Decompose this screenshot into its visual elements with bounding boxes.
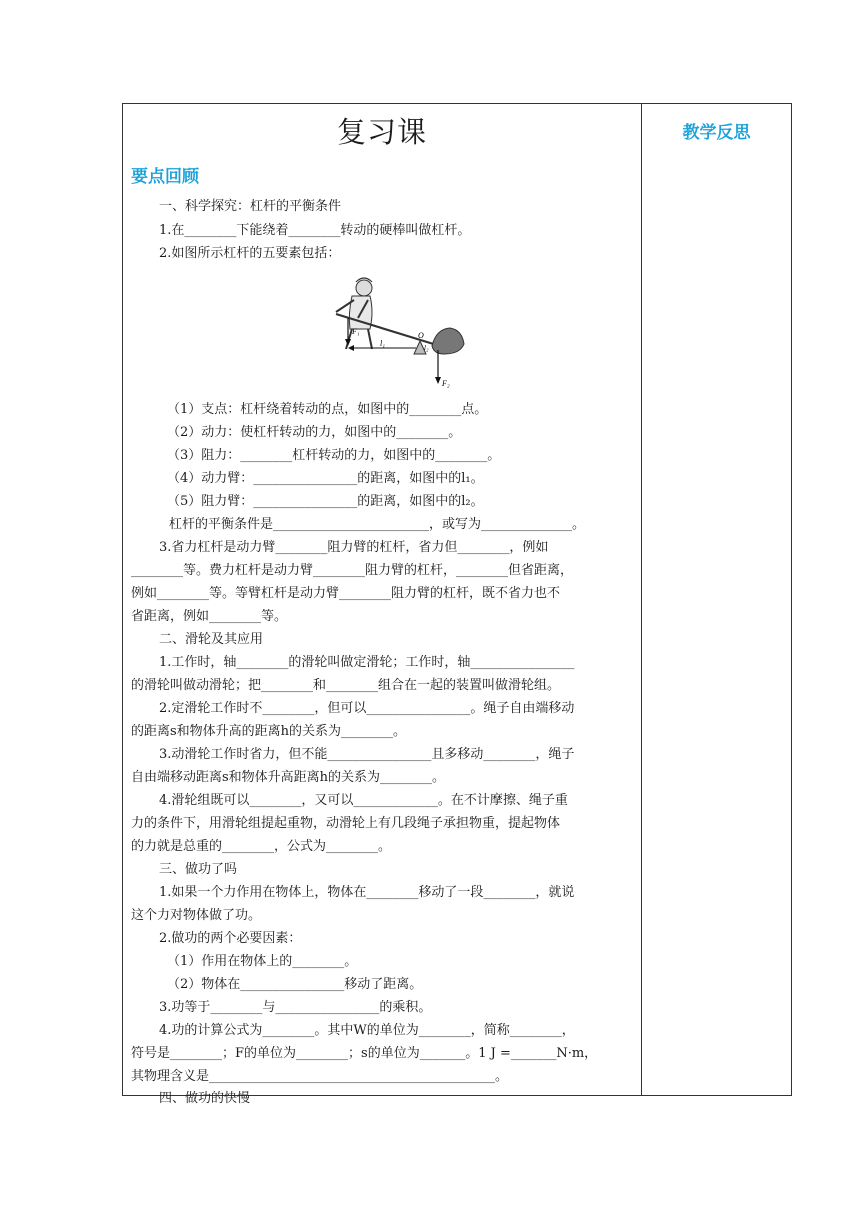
f1-label: F₁ — [352, 327, 360, 336]
f2-label: F₂ — [442, 379, 450, 388]
text-line: 1.在________下能绕着________转动的硬棒叫做杠杆。 — [159, 223, 471, 238]
o-label: O — [418, 331, 424, 340]
text-line: 3.动滑轮工作时省力，但不能________________且多移动________，绳子 — [159, 747, 575, 762]
text-line: 2.如图所示杠杆的五要素包括： — [159, 246, 341, 261]
text-line: ________等。费力杠杆是动力臂________阻力臂的杠杆，________但省距离， — [131, 563, 574, 578]
l1-label: l₁ — [380, 339, 386, 348]
text-line: 的距离s和物体升高的距离h的关系为________。 — [131, 724, 407, 739]
text-line: （2）物体在________________移动了距离。 — [167, 977, 423, 992]
text-line: 一、科学探究：杠杆的平衡条件 — [159, 199, 342, 214]
text-line: 例如________等。等臂杠杆是动力臂________阻力臂的杠杆，既不省力也不 — [131, 586, 561, 601]
text-line: 力的条件下，用滑轮组提起重物，动滑轮上有几段绳子承担物重，提起物体 — [131, 816, 561, 831]
main-column — [123, 104, 641, 1106]
text-line: 2.定滑轮工作时不________，但可以________________。绳子自由端移动 — [159, 701, 575, 716]
text-line: 3.功等于________与________________的乘积。 — [159, 1000, 432, 1015]
text-line: （2）动力：使杠杆转动的力，如图中的________。 — [167, 425, 462, 440]
text-line: （4）动力臂：________________的距离，如图中的l₁。 — [167, 471, 484, 486]
text-line: 的滑轮叫做动滑轮；把________和________组合在一起的装置叫做滑轮组。 — [131, 678, 561, 693]
text-line: （1）支点：杠杆绕着转动的点，如图中的________点。 — [167, 402, 488, 417]
text-line: 2.做功的两个必要因素： — [159, 931, 302, 946]
text-line: 三、做功了吗 — [159, 862, 238, 877]
side-title: 教学反思 — [682, 123, 751, 143]
text-line: 二、滑轮及其应用 — [159, 632, 264, 647]
text-line: （5）阻力臂：________________的距离，如图中的l₂。 — [167, 494, 484, 509]
text-line: 其物理含义是____________________________________________。 — [131, 1069, 509, 1084]
text-line: 1.工作时，轴________的滑轮叫做定滑轮；工作时，轴________________ — [159, 655, 575, 670]
lesson-table — [122, 103, 792, 1106]
l2-label: l₂ — [424, 344, 429, 352]
text-line: 省距离，例如________等。 — [131, 609, 288, 624]
text-line: 符号是________；F的单位为________；s的单位为_______。1 J =_______N·m， — [131, 1046, 598, 1061]
text-line: 4.功的计算公式为________。其中W的单位为________，简称________， — [159, 1023, 575, 1038]
lever-figure — [328, 274, 468, 389]
text-line: 四、做功的快慢 — [159, 1091, 251, 1106]
text-line: （1）作用在物体上的________。 — [167, 954, 358, 969]
text-line: 的力就是总重的________，公式为________。 — [131, 839, 392, 854]
page-title: 复习课 — [336, 115, 427, 149]
text-line: 杠杆的平衡条件是________________________，或写为______________。 — [169, 517, 586, 532]
reflection-column — [642, 104, 791, 1095]
text-line: 3.省力杠杆是动力臂________阻力臂的杠杆，省力但________，例如 — [159, 540, 549, 555]
text-line: 这个力对物体做了功。 — [131, 908, 262, 923]
text-line: 1.如果一个力作用在物体上，物体在________移动了一段________，就说 — [159, 885, 575, 900]
text-line: 自由端移动距离s和物体升高距离h的关系为________。 — [131, 770, 446, 785]
text-line: （3）阻力：________杠杆转动的力，如图中的________。 — [167, 448, 501, 463]
text-line: 4.滑轮组既可以________，又可以_____________。在不计摩擦、绳子重 — [159, 793, 568, 808]
section-title: 要点回顾 — [131, 167, 199, 187]
